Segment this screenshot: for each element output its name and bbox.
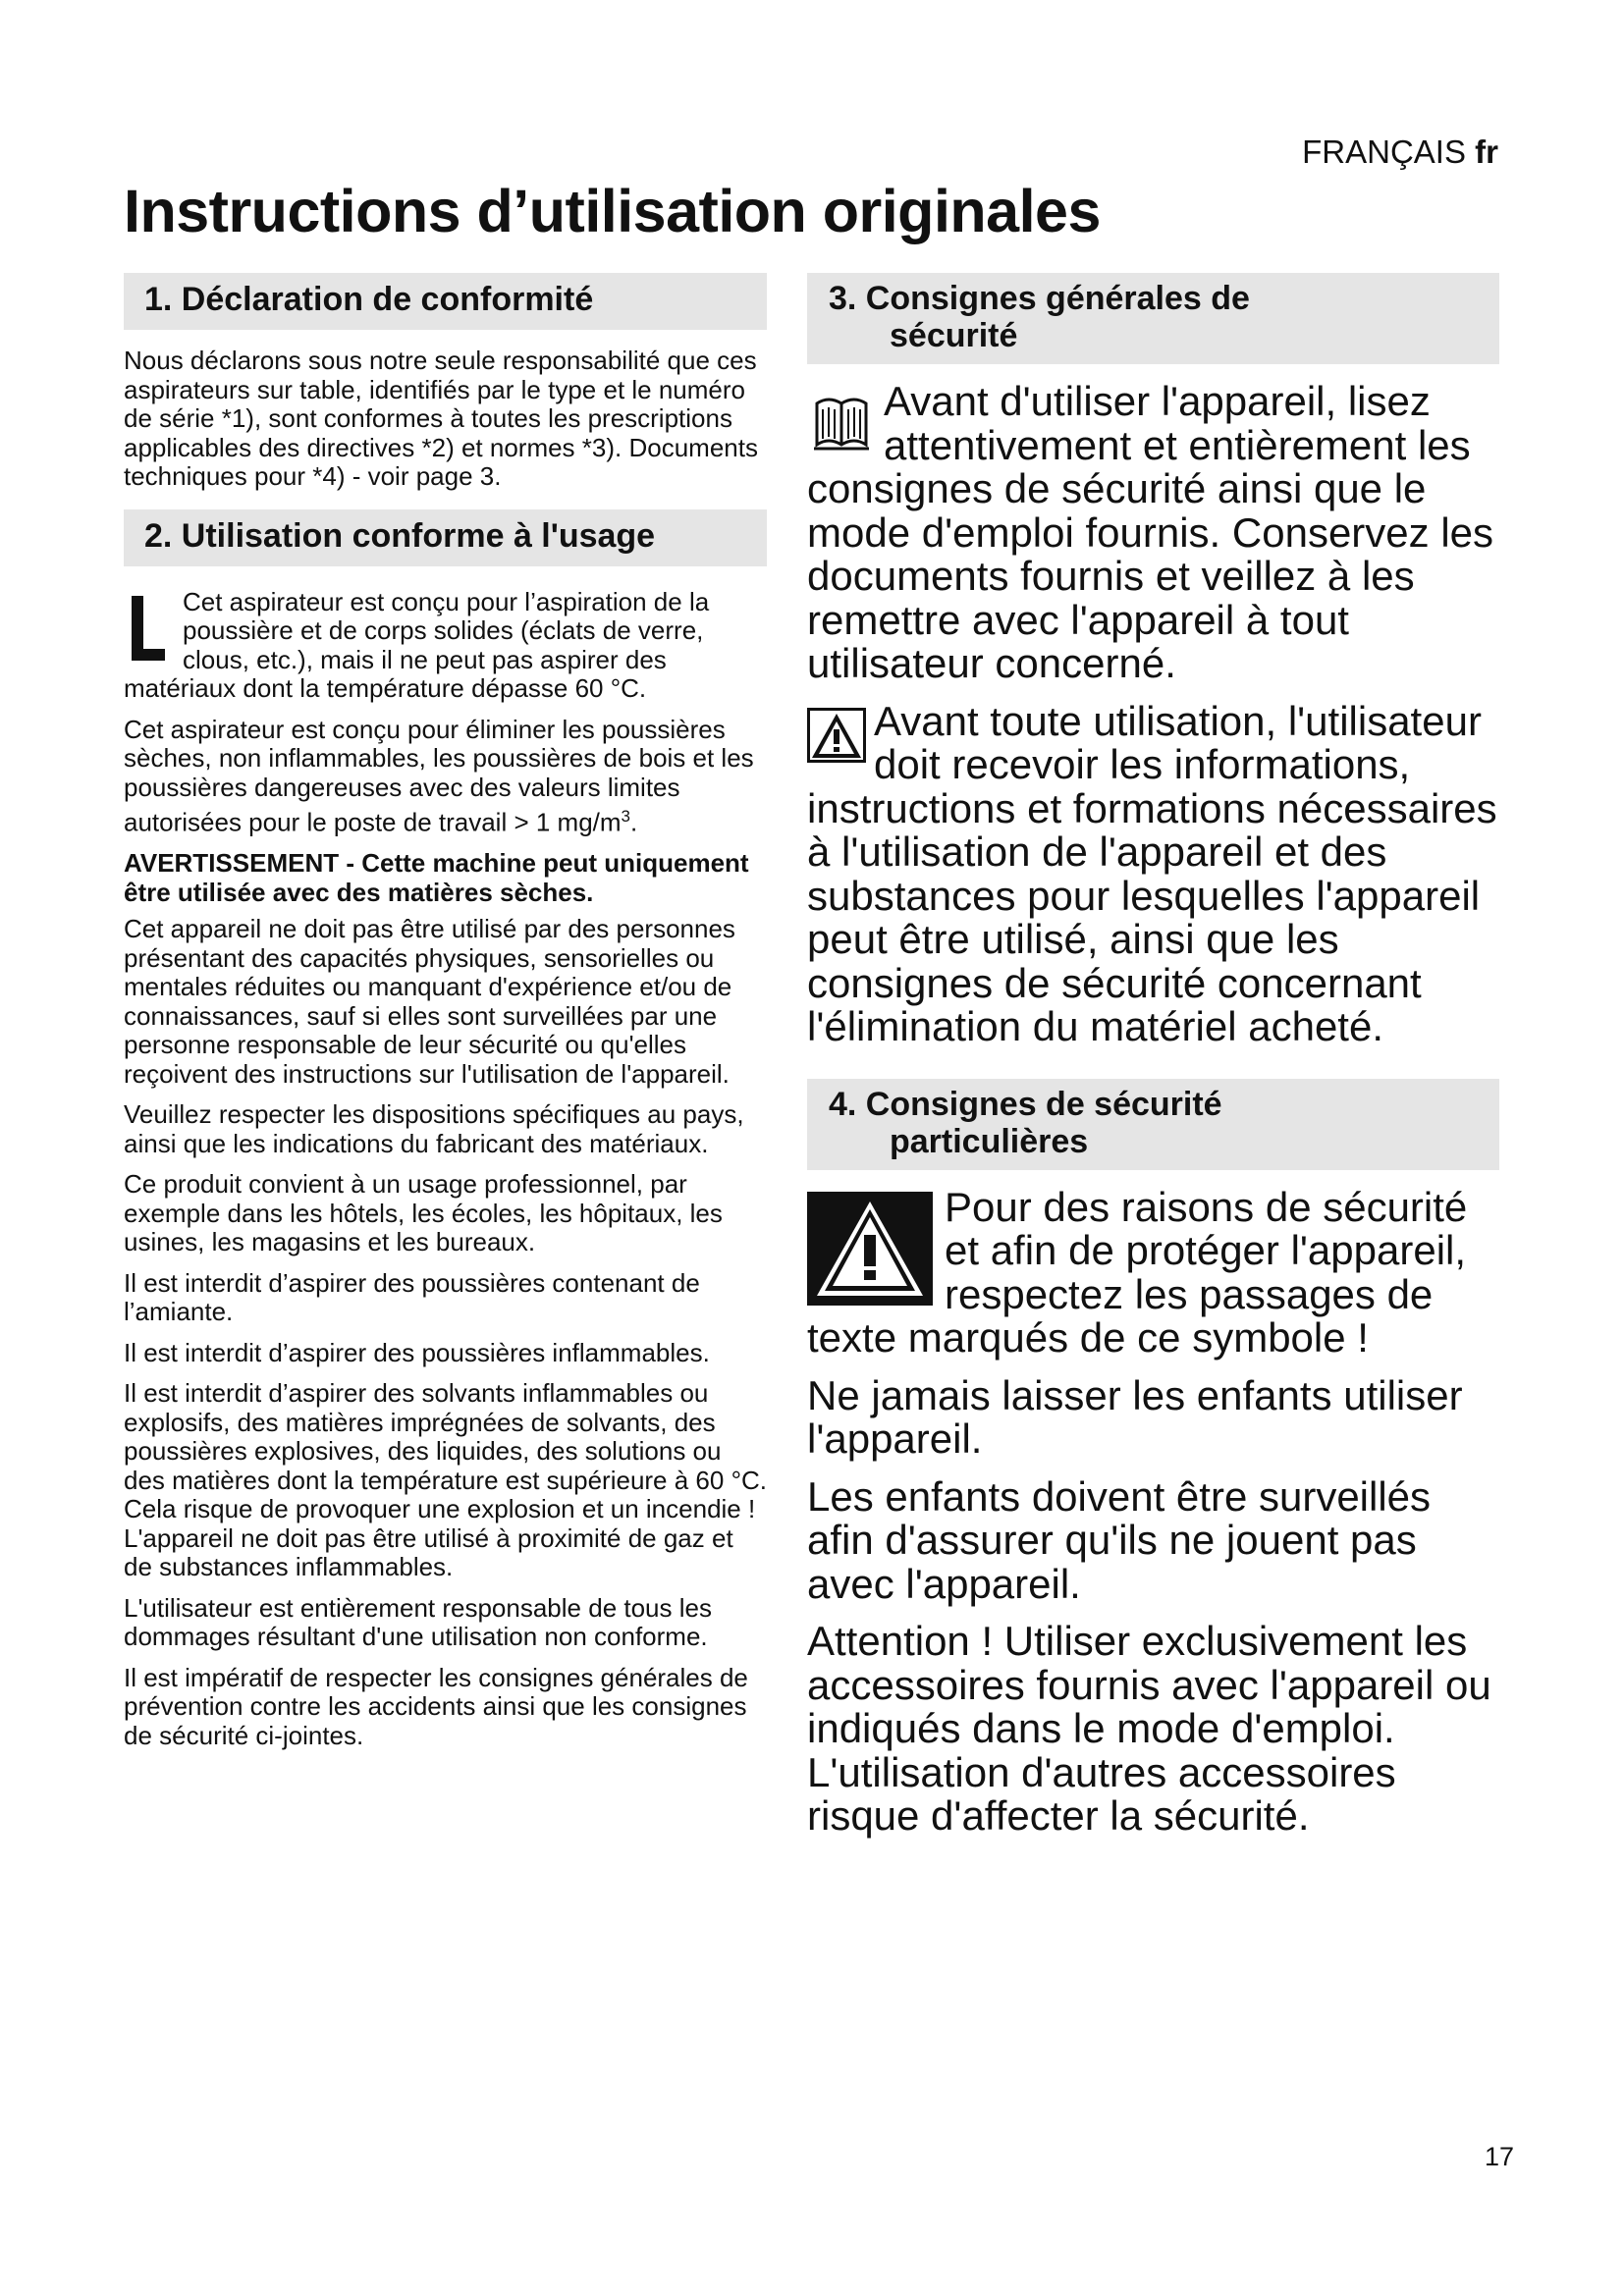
dust-text: Cet aspirateur est conçu pour éliminer les poussières sèches, non inflammables, les poussières de bois et les poussières dangereuses avec des valeurs limites autorisées pour le poste de travail > 1 mg/m xyxy=(124,714,754,837)
right-column xyxy=(807,273,1499,1852)
section-4-heading xyxy=(807,1079,1499,1170)
dust-paragraph xyxy=(124,716,767,838)
warning-icon-large xyxy=(807,1192,933,1306)
page-title: Instructions d’utilisation originales xyxy=(124,178,1101,244)
l-class-paragraph xyxy=(124,588,767,704)
l-class-icon xyxy=(132,596,171,661)
paragraph-country-rules: Veuillez respecter les dispositions spécifiques au pays, ainsi que les indications du fabricant des matériaux. xyxy=(124,1099,744,1158)
paragraph-capacities: Cet appareil ne doit pas être utilisé par des personnes présentant des capacités physiques, sensorielles ou mentales réduites ou manquant d'expérience et/ou de connaissances, sauf si elles sont surveillées par une personne responsable de leur sécurité ou qu'elles reçoivent des instructions sur l'utilisation de l'appareil. xyxy=(124,914,735,1089)
dry-material-warning: AVERTISSEMENT - Cette machine peut uniquement être utilisée avec des matières sèches. xyxy=(124,848,749,907)
paragraph-asbestos: Il est interdit d’aspirer des poussières contenant de l’amiante. xyxy=(124,1267,700,1327)
language-label xyxy=(1302,133,1498,171)
safety-symbol-text: Pour des raisons de sécurité et afin de protéger l'appareil, respectez les passages de texte marqués de ce symbole ! xyxy=(807,1183,1468,1361)
paragraph-flammable-dust: Il est interdit d’aspirer des poussières inflammables. xyxy=(124,1337,710,1367)
accessories-paragraph: Attention ! Utiliser exclusivement les accessoires fournis avec l'appareil ou indiqués dans le mode d'emploi. L'utilisation d'autres accessoires risque d'affecter la sécurité. xyxy=(807,1618,1491,1839)
read-manual-paragraph xyxy=(807,380,1499,686)
section-3-heading-line1: 3. Consignes générales de xyxy=(829,280,1250,317)
children-supervision-paragraph: Les enfants doivent être surveillés afin d'assurer qu'ils ne jouent pas avec l'appareil. xyxy=(807,1472,1432,1607)
section-3-heading xyxy=(807,273,1499,364)
safety-symbol-paragraph xyxy=(807,1183,1499,1361)
l-class-text: Cet aspirateur est conçu pour l’aspiration de la poussière et de corps solides (éclats de verre, clous, etc.), mais il ne peut pas aspirer des matériaux dont la température dépasse 60 °C. xyxy=(124,586,710,703)
section-2-heading: 2. Utilisation conforme à l'usage xyxy=(124,509,767,566)
page-number: 17 xyxy=(1485,2142,1515,2171)
language-code: fr xyxy=(1475,133,1498,170)
training-paragraph xyxy=(807,697,1499,1049)
language-name: FRANÇAIS xyxy=(1302,133,1466,170)
book-icon xyxy=(813,392,870,451)
training-text: Avant toute utilisation, l'utilisateur doit recevoir les informations, instructions et formations nécessaires à l'utilisation de l'appareil et des substances pour lesquelles l'appareil peut être utilisé, ainsi que les consignes de sécurité concernant l'élimination du matériel acheté. xyxy=(807,697,1497,1049)
section-4-heading-line1: 4. Consignes de sécurité xyxy=(829,1085,1222,1123)
dust-text-end: . xyxy=(630,807,638,837)
paragraph-accident-prevention: Il est impératif de respecter les consignes générales de prévention contre les accidents ainsi que les consignes de sécurité ci-jointes. xyxy=(124,1662,748,1750)
paragraph-professional-use: Ce produit convient à un usage professionnel, par exemple dans les hôtels, les écoles, les hôpitaux, les usines, les magasins et les bureaux. xyxy=(124,1169,723,1257)
paragraph-liability: L'utilisateur est entièrement responsable de tous les dommages résultant d'une utilisation non conforme. xyxy=(124,1592,712,1652)
section-3-heading-line2: sécurité xyxy=(890,317,1018,354)
children-paragraph: Ne jamais laisser les enfants utiliser l'appareil. xyxy=(807,1371,1463,1462)
warning-icon xyxy=(807,708,866,763)
left-column xyxy=(124,273,767,1762)
read-manual-text: Avant d'utiliser l'appareil, lisez attentivement et entièrement les consignes de sécurité ainsi que le mode d'emploi fournis. Conservez les documents fournis et veillez à les remettre avec l'appareil à tout utilisateur concerné. xyxy=(807,378,1494,686)
paragraph-solvents: Il est interdit d’aspirer des solvants inflammables ou explosifs, des matières imprégnées de solvants, des poussières explosives, des liquides, des solutions ou des matières dont la température est supérieure à 60 °C. Cela risque de provoquer une explosion et un incendie ! L'appareil ne doit pas être utilisé à proximité de gaz et de substances inflammables. xyxy=(124,1378,767,1582)
section-1-text: Nous déclarons sous notre seule responsabilité que ces aspirateurs sur table, identifiés par le type et le numéro de série *1), sont conformes à toutes les prescriptions applicables des directives *2) et normes *3). Documents techniques pour *4) - voir page 3. xyxy=(124,346,758,491)
dust-superscript: 3 xyxy=(621,807,631,826)
section-4-heading-line2: particulières xyxy=(890,1122,1089,1160)
section-1-heading: 1. Déclaration de conformité xyxy=(124,273,767,330)
